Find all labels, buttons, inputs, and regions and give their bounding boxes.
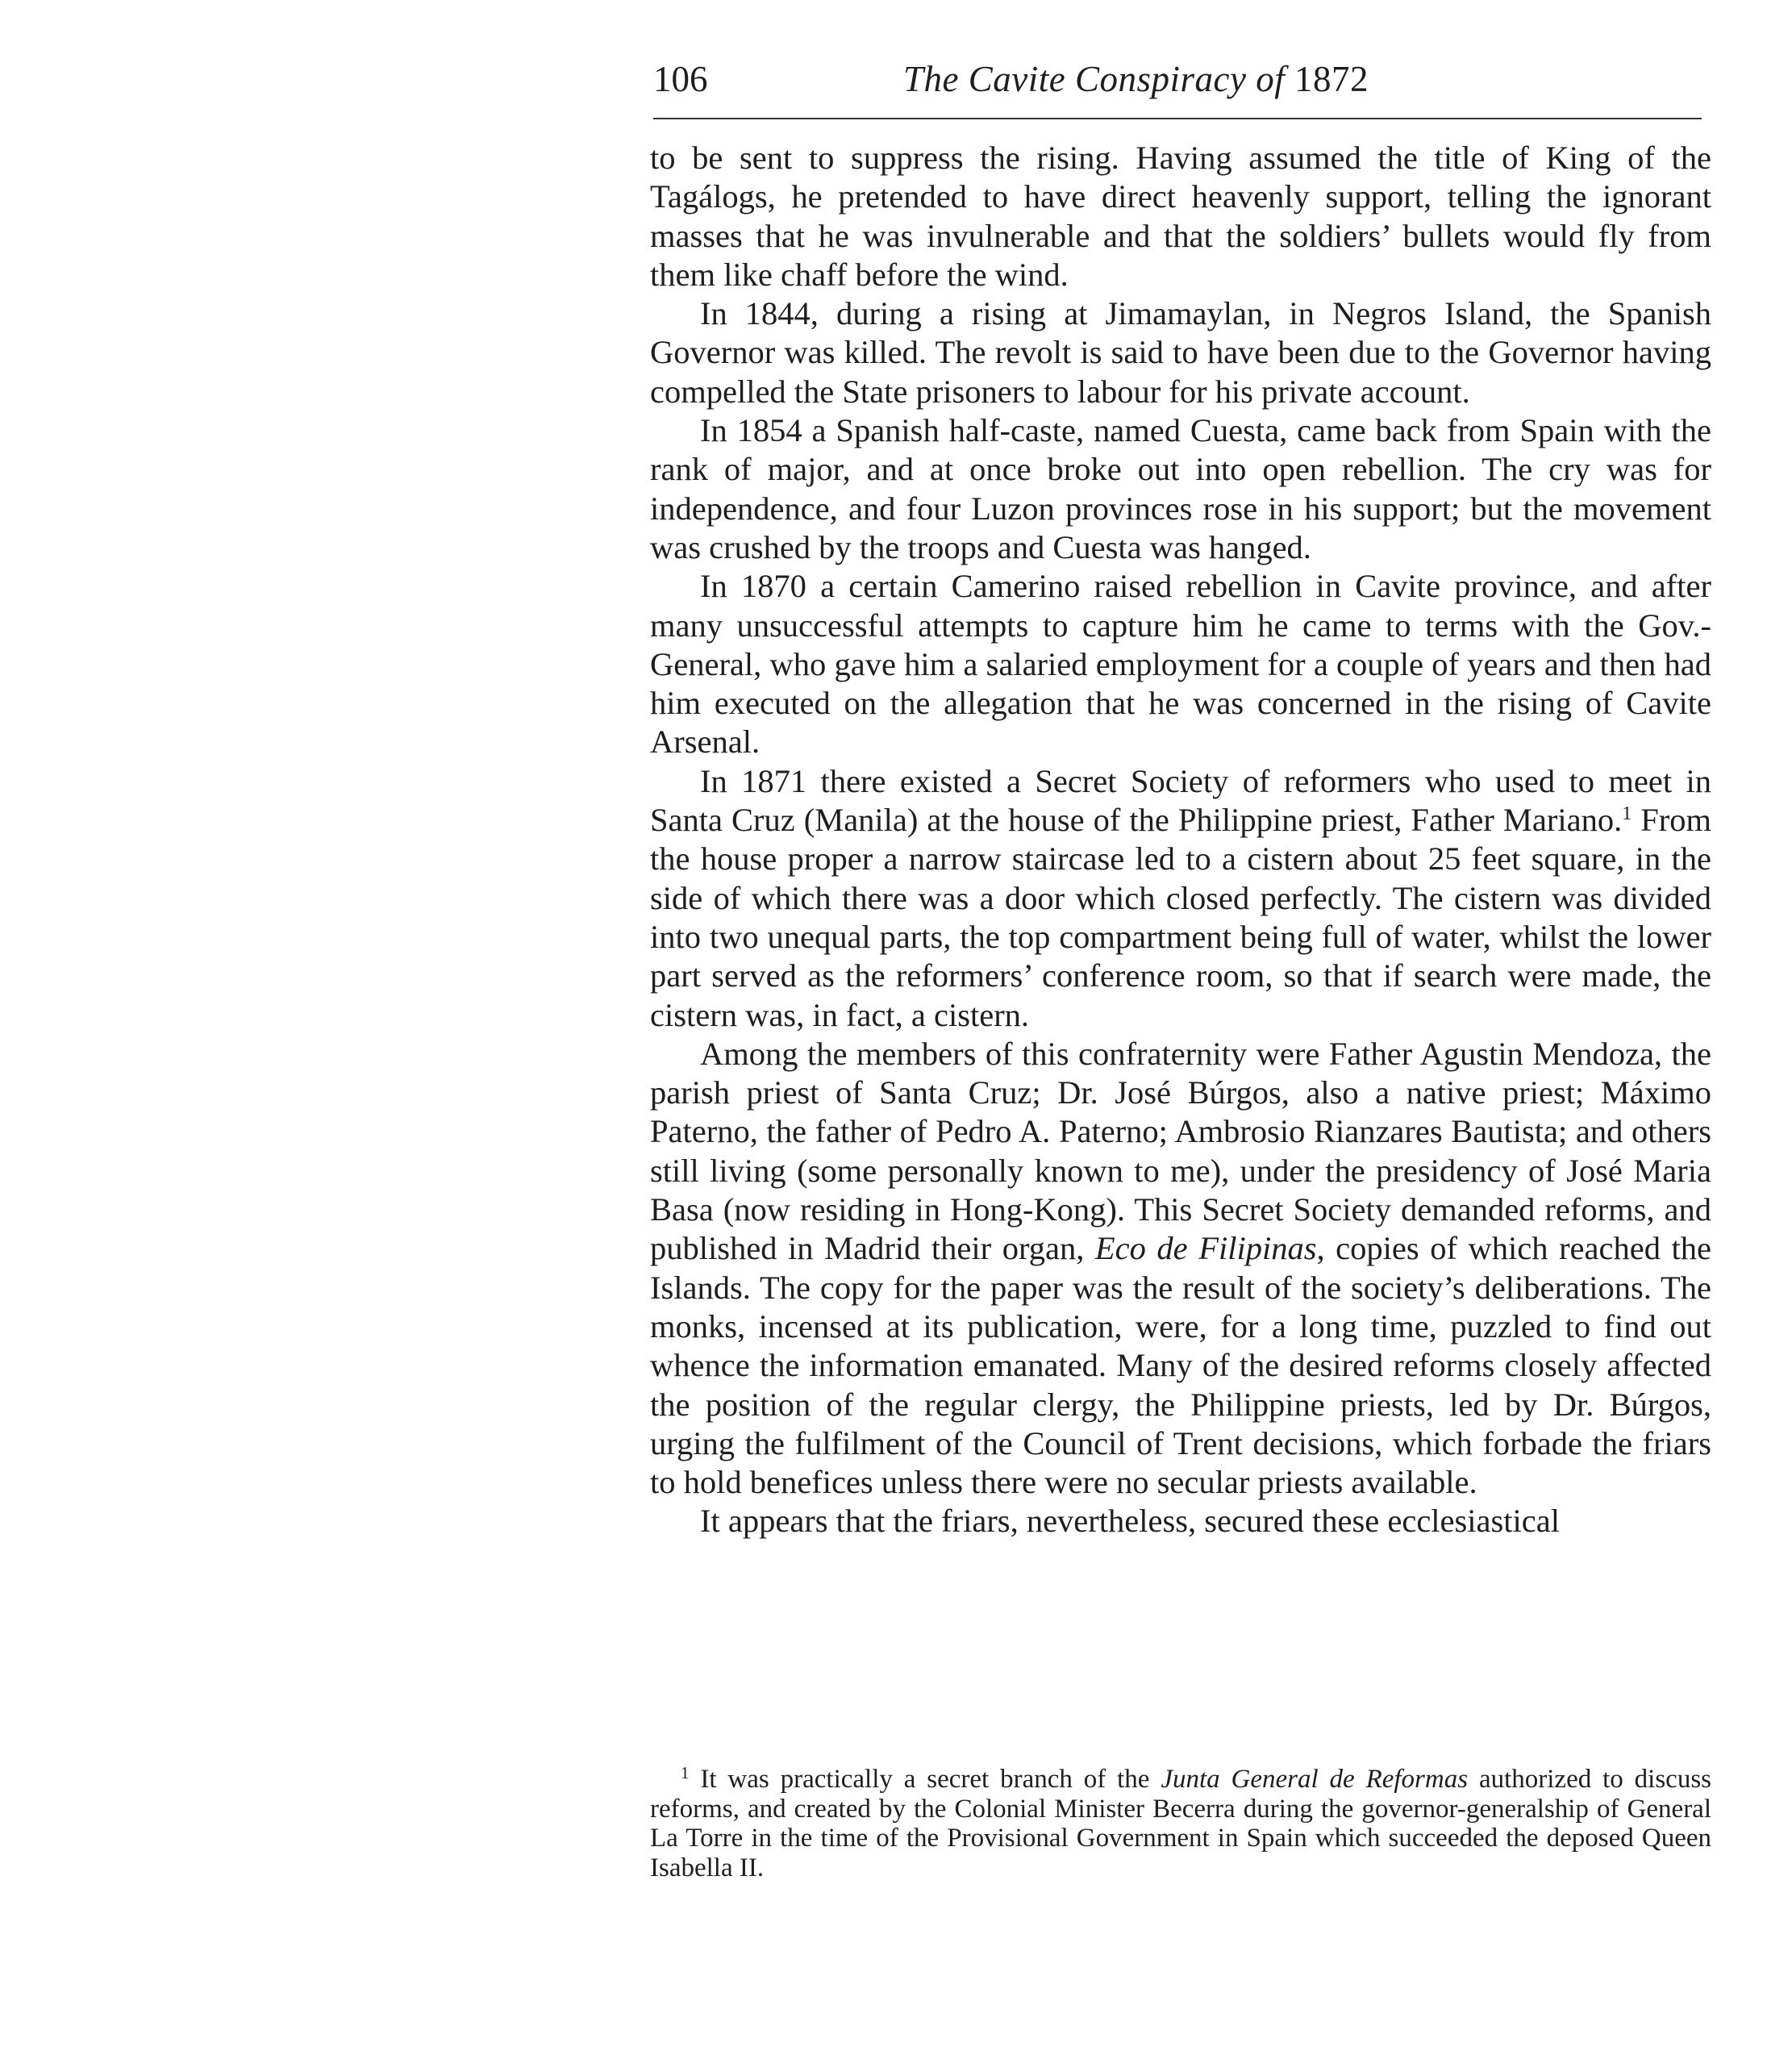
footnote-reference: 1 [1622, 803, 1632, 825]
paragraph-members-text-a: Among the members of this confraternity were Father Agustin Mendoza, the parish priest of Santa Cruz; Dr. José Búrgos, also a native priest; Máximo Paterno, the father of Pedro A. Paterno; Ambrosio Rianzares Bautista; and others still living (some personally known to me), under the presidency of José Maria Basa (now residing in Hong-Kong). This Secret Society demanded reforms, and published in Madrid their organ, [650, 1035, 1711, 1267]
running-title-year: 1872 [1294, 59, 1369, 99]
running-title [903, 47, 1369, 111]
footnote-marker: 1 [681, 1763, 690, 1782]
footnote-italic: Junta General de Reformas [1161, 1765, 1469, 1794]
paragraph-1871 [650, 762, 1711, 1035]
page-number: 106 [653, 59, 708, 99]
paragraph-members [650, 1035, 1711, 1503]
running-header [653, 47, 1702, 111]
footnote-text-b: authorized to discuss reforms, and created by the Colonial Minister Becerra during the governor-generalship of General La Torre in the time of the Provisional Government in Spain which succeeded the deposed Queen Isabella II. [650, 1765, 1711, 1882]
paragraph-friars: It appears that the friars, nevertheless, secured these ecclesiastical [700, 1503, 1560, 1540]
paragraph-1871-text-b: From the house proper a narrow staircase led to a cistern about 25 feet square, in the side of which there was a door which closed perfectly. The cistern was divided into two unequal parts, the top compartment being full of water, whilst the lower part served as the reformers’ conference room, so that if search were made, the cistern was, in fact, a cistern. [650, 802, 1711, 1033]
periodical-title: Eco de Filipinas [1094, 1230, 1317, 1267]
footnotes [650, 1765, 1711, 1882]
footnote-1 [650, 1765, 1711, 1882]
paragraph-1854: In 1854 a Spanish half-caste, named Cuesta, came back from Spain with the rank of major, and at once broke out into open rebellion. The cry was for independence, and four Luzon provinces rose in his support; but the movement was crushed by the troops and Cuesta was hanged. [650, 412, 1711, 565]
paragraph-1870: In 1870 a certain Camerino raised rebellion in Cavite province, and after many unsuccessful attempts to capture him he came to terms with the Gov.-General, who gave him a salaried employment for a couple of years and then had him executed on the allegation that he was concerned in the rising of Cavite Arsenal. [650, 568, 1711, 761]
footnote-text-a: It was practically a secret branch of the [689, 1765, 1161, 1794]
paragraph-members-text-b: , copies of which reached the Islands. The copy for the paper was the result of the society’s deliberations. The monks, incensed at its publication, were, for a long time, puzzled to find out whence the information emanated. Many of the desired reforms closely affected the position of the regular clergy, the Philippine priests, led by Dr. Búrgos, urging the fulfilment of the Council of Trent decisions, which forbade the friars to hold benefices unless there were no secular priests available. [650, 1230, 1712, 1501]
header-rule [653, 118, 1702, 119]
main-text [650, 139, 1711, 1541]
running-title-text: The Cavite Conspiracy of [903, 59, 1286, 99]
paragraph-continued: to be sent to suppress the rising. Having assumed the title of King of the Tagálogs, he pretended to have direct heavenly support, telling the ignorant masses that he was invulnerable and that the soldiers’ bullets would fly from them like chaff before the wind. [650, 140, 1711, 293]
paragraph-1871-text-a: In 1871 there existed a Secret Society of reformers who used to meet in Santa Cruz (Manila) at the house of the Philippine priest, Father Mariano. [650, 762, 1711, 839]
paragraph-1844: In 1844, during a rising at Jimamaylan, in Negros Island, the Spanish Governor was killed. The revolt is said to have been due to the Governor having compelled the State prisoners to labour for his private account. [650, 295, 1711, 410]
